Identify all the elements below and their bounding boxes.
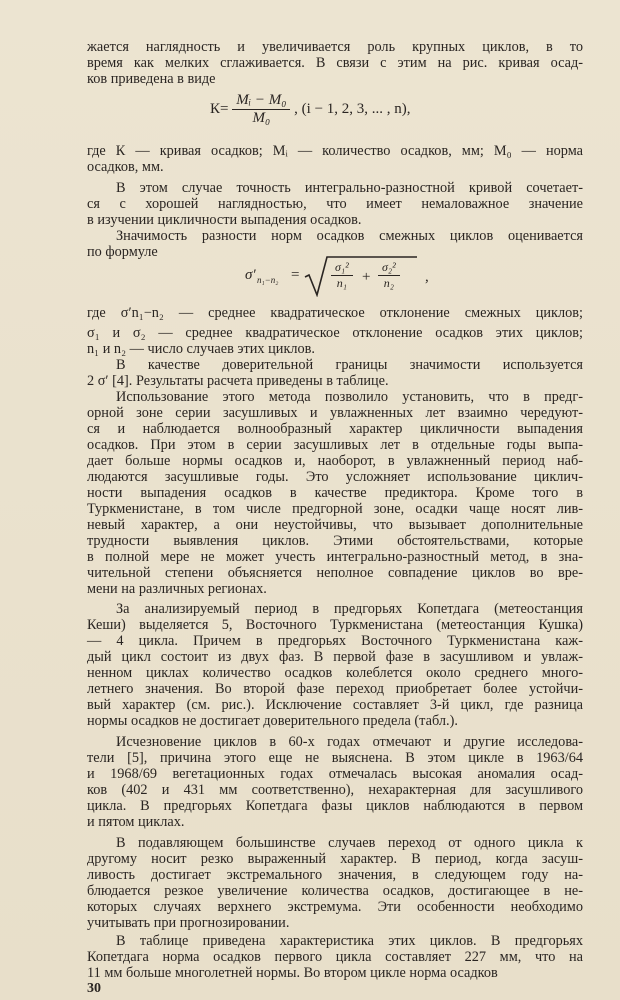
disappear-line-3: и 1968/69 вегетационных годах отмечалась высокая аномалия осад- [87,766,583,782]
sqrt-radical-icon [303,255,418,297]
formula-sigma-plus: + [362,269,371,285]
formula-sigma-term1-num: σ₁² [331,260,353,276]
accuracy-line-3: в изучении цикличности выпадения осадков. [87,212,362,228]
bound-line-2: 2 σ′ [4]. Результаты расчета приведены в таблице. [87,373,389,389]
period-line-3: — 4 цикла. Причем в предгорьях Восточного Туркменистана каж- [87,633,583,649]
disappear-line-4: ков (402 и 431 мм соответственно), нехарактерная для засушливого [87,782,583,798]
formula-sigma-term1 [331,260,353,291]
intro-line-2: время как мелких сглаживается. В связи с этим на рис. кривая осад- [87,55,583,71]
table-line-1: В таблице приведена характеристика этих циклов. В предгорьях [116,933,583,949]
table-line-2: Копетдага норма осадков первого цикла составляет 227 мм, что на [87,949,583,965]
method-line-10: трудности выявления циклов. Этими обстоятельствами, которые [87,533,583,549]
method-line-4: осадков. При этом в серии засушливых лет в отдельные годы выпа- [87,437,583,453]
method-line-7: ности выпадения осадков в качестве предиктора. Кроме того в [87,485,583,501]
intro-line-1: жается наглядность и увеличивается роль крупных циклов, в то [87,39,583,55]
transition-line-3: ливость достигает экстремального значения, в следующем году на- [87,867,583,883]
method-line-8: Туркменистане, в том числе предгорной зоне, осадки чаще носят лив- [87,501,583,517]
bound-line-1: В качестве доверительной границы значимости используется [116,357,583,373]
method-line-6: людаются засушливые годы. Это усложняет использование циклич- [87,469,583,485]
formula-sigma-eq: = [291,267,300,283]
formula-sigma-term1-den: n₁ [336,276,347,290]
formula-curve-tail: , (i − 1, 2, 3, ... , n), [294,100,411,117]
table-line-3: 11 мм больше многолетней нормы. Во втором цикле норма осадков [87,965,498,981]
period-line-6: летнего значения. Во второй фазе переход приобретает более устойчи- [87,681,583,697]
page-number: 30 [87,981,101,996]
method-line-11: в полной мере не может учесть интегрально-разностный метод, в зна- [87,549,583,565]
transition-line-2: другому носит резко выраженный характер. В период, когда засуш- [87,851,583,867]
method-line-9: невый характер, а они неустойчивы, что вызывает дополнительные [87,517,583,533]
disappear-line-6: и пятом циклах. [87,814,185,830]
transition-line-5: которых случаях верхнего экстремума. Эти особенности необходимо [87,899,583,915]
formula-sigma-lhs-sub: n₁−n₂ [257,275,279,285]
where1-line-1: где К — кривая осадков; Mᵢ — количество осадков, мм; M₀ — норма [87,143,583,159]
formula-sigma-term2-den: n₂ [383,276,394,290]
formula-sigma-term2 [378,260,400,291]
method-line-2: орной зоне серии засушливых и увлажненных лет взаимно чередуют- [87,405,583,421]
method-line-12: чительной степени объясняется неполное совпадение циклов во вре- [87,565,583,581]
formula-sigma-lhs: σ′ [245,267,256,283]
intro-line-3: ков приведена в виде [87,71,216,87]
period-line-2: Кеши) выделяется 5, Восточного Туркменистана (метеостанция Кушка) [87,617,583,633]
disappear-line-1: Исчезновение циклов в 60-х годах отмечают и другие исследова- [116,734,583,750]
formula-sigma-tail: , [425,269,429,285]
where1-line-2: осадков, мм. [87,159,164,175]
formula-curve [210,92,411,127]
period-line-4: дый цикл состоит из двух фаз. В первой фазе в засушливом и увлаж- [87,649,583,665]
disappear-line-2: тели [5], причина этого еще не выяснена. В этом цикле в 1963/64 [87,750,583,766]
method-line-13: мени на различных регионах. [87,581,267,597]
formula-sigma-term2-num: σ₂² [378,260,400,276]
transition-line-6: учитывать при прогнозировании. [87,915,290,931]
formula-curve-lhs: К= [210,100,229,117]
formula-curve-denominator: M₀ [252,110,271,126]
method-line-1: Использование этого метода позволило установить, что в предг- [116,389,583,405]
disappear-line-5: цикла. В предгорьях Копетдага фазы циклов наблюдаются в первом [87,798,583,814]
where2-line-1: где σ′n₁−n₂ — среднее квадратическое отклонение смежных циклов; [87,305,583,321]
where2-line-3: n₁ и n₂ — число случаев этих циклов. [87,341,316,357]
significance-line-1: Значимость разности норм осадков смежных циклов оценивается [116,228,583,244]
period-line-8: нормы осадков не достигает доверительного предела (табл.). [87,713,458,729]
transition-line-1: В подавляющем большинстве случаев переход от одного цикла к [116,835,583,851]
transition-line-4: блюдается резкое увеличение количества осадков, достигающее в не- [87,883,583,899]
method-line-3: ся и наблюдается волнообразный характер цикличности выпадения [87,421,583,437]
where2-line-2: σ₁ и σ₂ — среднее квадратическое отклонение осадков этих циклов; [87,325,583,341]
period-line-1: За анализируемый период в предгорьях Копетдага (метеостанция [116,601,583,617]
significance-line-2: по формуле [87,244,158,260]
accuracy-line-2: ся с хорошей наглядностью, что имеет немаловажное значение [87,196,583,212]
method-line-5: дает больше нормы осадков и, наоборот, в увлажненный период наб- [87,453,583,469]
formula-curve-fraction [232,92,290,127]
period-line-5: ненном циклах количество осадков колеблется около среднего много- [87,665,583,681]
formula-curve-numerator: Mᵢ − M₀ [232,92,290,110]
period-line-7: вый характер (см. рис.). Исключение составляет 3-й цикл, где разница [87,697,583,713]
accuracy-line-1: В этом случае точность интегрально-разностной кривой сочетает- [116,180,583,196]
